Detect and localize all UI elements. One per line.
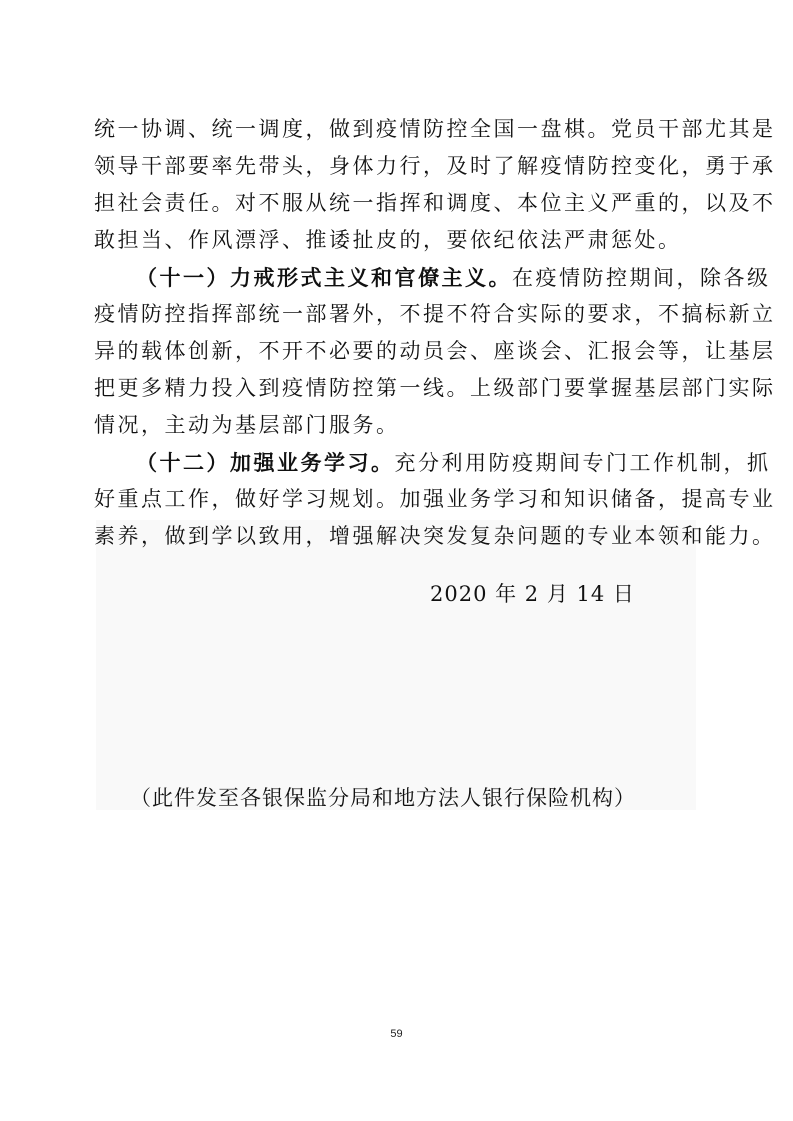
paragraph-line: 把更多精力投入到疫情防控第一线。上级部门要掌握基层部门实际	[94, 376, 776, 400]
section-heading-12: （十二）加强业务学习。	[136, 450, 395, 475]
paragraph-line: 统一协调、统一调度，做到疫情防控全国一盘棋。党员干部尤其是	[94, 117, 776, 141]
scan-background-tint	[96, 520, 696, 810]
paragraph-line: 好重点工作，做好学习规划。加强业务学习和知识储备，提高专业	[94, 487, 776, 511]
paragraph-line: 担社会责任。对不服从统一指挥和调度、本位主义严重的，以及不	[94, 191, 776, 215]
paragraph-first-line	[94, 259, 771, 296]
paragraph-line: 领导干部要率先带头，身体力行，及时了解疫情防控变化，勇于承	[94, 154, 776, 178]
paragraph-line: 情况，主动为基层部门服务。	[94, 413, 400, 437]
paragraph-line: 异的载体创新，不开不必要的动员会、座谈会、汇报会等，让基层	[94, 339, 776, 363]
paragraph-2	[94, 259, 776, 444]
paragraph-3	[94, 444, 776, 555]
paragraph-1	[94, 111, 776, 259]
distribution-note: （此件发至各银保监分局和地方法人银行保险机构）	[130, 786, 636, 810]
page-number: 59	[390, 1028, 403, 1040]
document-date: 2020 年 2 月 14 日	[430, 582, 635, 606]
paragraph-text: 在疫情防控期间，除各级	[512, 266, 771, 290]
section-heading-11: （十一）力戒形式主义和官僚主义。	[136, 265, 512, 290]
paragraph-text: 充分利用防疫期间专门工作机制，抓	[394, 451, 771, 475]
paragraph-line: 敢担当、作风漂浮、推诿扯皮的，要依纪依法严肃惩处。	[94, 228, 682, 252]
paragraph-line: 素养，做到学以致用，增强解决突发复杂问题的专业本领和能力。	[94, 524, 776, 548]
paragraph-line: 疫情防控指挥部统一部署外，不提不符合实际的要求，不搞标新立	[94, 302, 776, 326]
paragraph-first-line	[94, 444, 771, 481]
